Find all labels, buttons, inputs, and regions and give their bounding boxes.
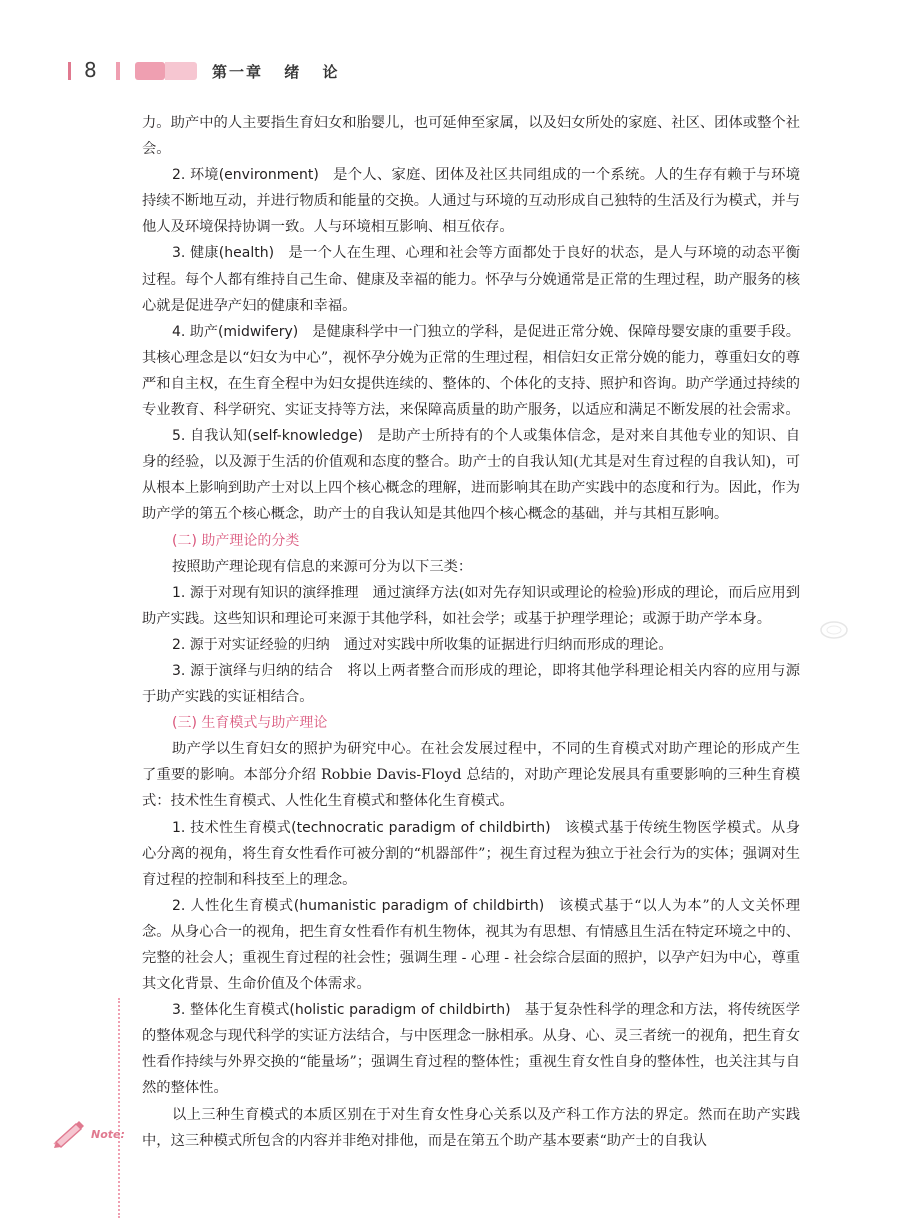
paragraph: 按照助产理论现有信息的来源可分为以下三类：	[172, 558, 473, 575]
note-label: Note:	[91, 1128, 125, 1141]
paragraph-item	[142, 658, 800, 710]
item-text: 是健康科学中一门独立的学科，是促进正常分娩、保障母婴安康的重要手段。其核心理念是以“妇女为中心”，视怀孕分娩为正常的生理过程，相信妇女正常分娩的能力，尊重妇女的尊严和自主权，在生育全程中为妇女提供连续的、整体的、个体化的支持、照护和咨询。助产学通过持续的专业教育、科学研究、实证支持等方法，来保障高质量的助产服务，以适应和满足不断发展的社会需求。	[142, 323, 800, 419]
item-text: 通过对实践中所收集的证据进行归纳而形成的理论。	[343, 636, 673, 653]
paragraph: 助产学以生育妇女的照护为研究中心。在社会发展过程中，不同的生育模式对助产理论的形成产生了重要的影响。本部分介绍 Robbie Davis-Floyd 总结的，对助产理论发展具有重要影响的三种生育模式：技术性生育模式、人性化生育模式和整体化生育模式。	[142, 741, 800, 810]
paragraph-item	[142, 632, 800, 658]
paragraph-item	[142, 423, 800, 527]
item-text: 是一个人在生理、心理和社会等方面都处于良好的状态，是人与环境的动态平衡过程。每个人都有维持自己生命、健康及幸福的能力。怀孕与分娩通常是正常的生理过程，助产服务的核心就是促进孕产妇的健康和幸福。	[142, 245, 800, 314]
header-decor-block	[165, 62, 197, 80]
item-term: 5. 自我认知(self-knowledge)	[172, 428, 364, 445]
body-text	[142, 110, 800, 1154]
page-number: 8	[84, 58, 97, 82]
item-text: 是助产士所持有的个人或集体信念，是对来自其他专业的知识、自身的经验，以及源于生活的价值观和态度的整合。助产士的自我认知(尤其是对生育过程的自我认知)，可从根本上影响到助产士对以上四个核心概念的理解，进而影响其在助产实践中的态度和行为。因此，作为助产学的第五个核心概念，助产士的自我认知是其他四个核心概念的基础，并与其相互影响。	[142, 428, 800, 523]
paragraph-item	[142, 893, 800, 997]
header-accent-bar	[116, 62, 120, 80]
item-term: 3. 健康(health)	[172, 245, 275, 262]
paragraph-item	[142, 319, 800, 423]
item-term: 1. 技术性生育模式(technocratic paradigm of childbirth)	[172, 819, 551, 836]
header-accent-bar	[68, 62, 71, 80]
item-term: 2. 环境(environment)	[172, 167, 319, 184]
item-term: 4. 助产(midwifery)	[172, 323, 299, 340]
paragraph: 力。助产中的人主要指生育妇女和胎婴儿，也可延伸至家属，以及妇女所处的家庭、社区、团体或整个社会。	[142, 115, 800, 158]
item-text: 基于复杂性科学的理念和方法，将传统医学的整体观念与现代科学的实证方法结合，与中医理念一脉相承。从身、心、灵三者统一的视角，把生育女性看作持续与外界交换的“能量场”；强调生育过程的整体性；重视生育女性自身的整体性，也关注其与自然的整体性。	[142, 1002, 801, 1097]
section-heading: (三) 生育模式与助产理论	[172, 715, 328, 732]
paragraph-item	[142, 240, 800, 318]
paragraph-item	[142, 580, 800, 632]
running-header	[0, 58, 900, 88]
paragraph-item	[142, 162, 800, 240]
margin-mark-icon	[818, 619, 850, 641]
item-text: 通过演绎方法(如对先存知识或理论的检验)形成的理论，而后应用到助产实践。这些知识和理论可来源于其他学科，如社会学；或基于护理学理论；或源于助产学本身。	[142, 584, 800, 627]
pencil-icon	[50, 1118, 90, 1148]
paragraph: 以上三种生育模式的本质区别在于对生育女性身心关系以及产科工作方法的界定。然而在助产实践中，这三种模式所包含的内容并非绝对排他，而是在第五个助产基本要素“助产士的自我认	[142, 1106, 800, 1149]
chapter-title: 第一章 绪 论	[212, 63, 340, 81]
item-text: 将以上两者整合而形成的理论，即将其他学科理论相关内容的应用与源于助产实践的实证相结合。	[142, 662, 801, 706]
section-heading: (二) 助产理论的分类	[172, 532, 300, 549]
paragraph-item	[142, 815, 800, 893]
item-text: 该模式基于“以人为本”的人文关怀理念。从身心合一的视角，把生育女性看作有机生物体，视其为有思想、有情感且生活在特定环境之中的、完整的社会人；重视生育过程的社会性；强调生理 - 心理 - 社会综合层面的照护，以孕产妇为中心，尊重其文化背景、生命价值及个体需求。	[142, 897, 801, 993]
header-decor-block	[135, 62, 165, 80]
item-term: 1. 源于对现有知识的演绎推理	[172, 584, 359, 601]
item-term: 2. 源于对实证经验的归纳	[172, 636, 330, 653]
item-term: 3. 源于演绎与归纳的结合	[172, 662, 334, 679]
item-term: 2. 人性化生育模式(humanistic paradigm of childbirth)	[172, 897, 545, 914]
margin-dotted-line	[118, 998, 120, 1218]
paragraph-item	[142, 997, 800, 1101]
item-text: 该模式基于传统生物医学模式。从身心分离的视角，将生育女性看作可被分割的“机器部件”；视生育过程为独立于社会行为的实体；强调对生育过程的控制和科技至上的理念。	[142, 819, 801, 888]
item-term: 3. 整体化生育模式(holistic paradigm of childbirth)	[172, 1002, 511, 1019]
item-text: 是个人、家庭、团体及社区共同组成的一个系统。人的生存有赖于与环境持续不断地互动，并进行物质和能量的交换。人通过与环境的互动形成自己独特的生活及行为模式，并与他人及环境保持协调一致。人与环境相互影响、相互依存。	[142, 167, 800, 236]
